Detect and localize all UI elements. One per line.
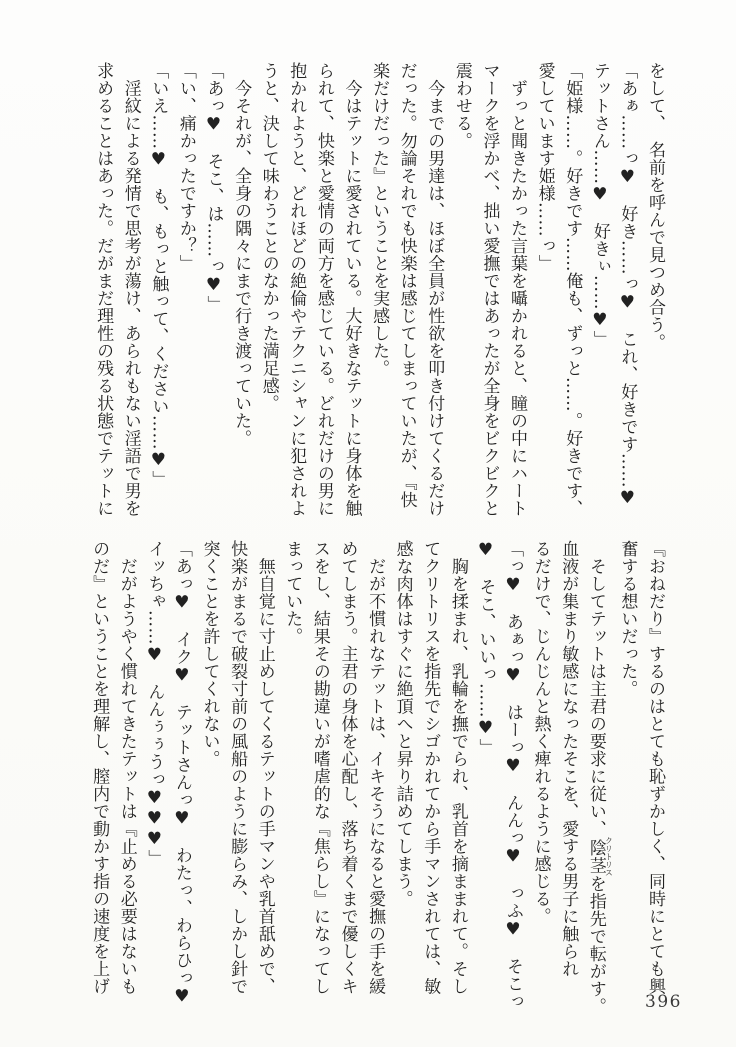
heart-glyph: ♥ bbox=[475, 540, 496, 561]
text-column: 奮する想いだった。 bbox=[617, 540, 638, 698]
furigana-ruby: 陰茎クリトリス bbox=[585, 836, 614, 877]
text-column: 今はテットに愛されている。大好きなテットに身体を触 bbox=[341, 62, 362, 517]
heart-glyph: ♥ bbox=[144, 829, 165, 850]
text-column: 抱かれようと、どれほどの絶倫やテクニシャンに犯されよ bbox=[286, 62, 307, 517]
heart-glyph: ♥ bbox=[589, 310, 610, 331]
page-number: 396 bbox=[645, 992, 682, 1012]
text-column: そしてテットは主君の要求に従い、陰茎クリトリスを指先で転がす。 bbox=[585, 540, 614, 1015]
heart-glyph: ♥ bbox=[503, 919, 524, 940]
text-column: まっていた。 bbox=[282, 540, 303, 645]
text-column: のだ』ということを理解し、膣内で動かす指の速度を上げ bbox=[89, 540, 110, 995]
text-column: 求めることはあった。だがまだ理性の残る状態でテットに bbox=[93, 62, 114, 517]
text-column: うと、決して味わうことのなかった満足感。 bbox=[258, 62, 279, 412]
heart-glyph: ♥ bbox=[144, 788, 165, 809]
heart-glyph: ♥ bbox=[617, 488, 638, 509]
text-column: 血液が集まり敏感になったそこを、愛する男子に触られ bbox=[558, 540, 579, 978]
text-column: だがようやく慣れてきたテットは『止める必要はないも bbox=[116, 540, 137, 995]
text-column: 今それが、全身の隅々にまで行き渡っていた。 bbox=[231, 62, 252, 447]
heart-glyph: ♥ bbox=[203, 275, 224, 296]
heart-glyph: ♥ bbox=[171, 665, 192, 686]
text-column: 「あぁ……っ♥ 好き……っ♥ これ、好きです……♥ bbox=[617, 62, 638, 509]
text-column: られて、快楽と愛情の両方を感じている。どれだけの男に bbox=[313, 62, 334, 517]
text-column: 胸を揉まれ、乳輪を撫でられ、乳首を摘ままれて。そし bbox=[447, 540, 468, 995]
text-column: めてしまう。主君の身体を心配し、落ち着くまで優しくキ bbox=[337, 540, 358, 995]
heart-glyph: ♥ bbox=[503, 756, 524, 777]
text-column: 感な肉体はすぐに絶頂へと昇り詰めてしまう。 bbox=[392, 540, 413, 908]
text-column: 「あっ♥ イク♥ テットさんっ♥ わたっ、わらひっ♥ bbox=[171, 540, 192, 1007]
heart-glyph: ♥ bbox=[148, 450, 169, 471]
text-column: ♥ そこ、いいっ……♥」 bbox=[475, 540, 496, 756]
text-column: 「いえ……♥ も、もっと触って、ください……♥」 bbox=[148, 62, 169, 488]
text-column: 突くことを許してくれない。 bbox=[199, 540, 220, 768]
text-column: てクリトリスを指先でシゴかれてから手マンされては、敏 bbox=[420, 540, 441, 995]
text-column: 今までの男達は、ほぼ全員が性欲を叩き付けてくるだけ bbox=[424, 62, 445, 517]
heart-glyph: ♥ bbox=[171, 808, 192, 829]
text-column: ずっと聞きたかった言葉を囁かれると、瞳の中にハート bbox=[507, 62, 528, 517]
heart-glyph: ♥ bbox=[144, 808, 165, 829]
heart-glyph: ♥ bbox=[148, 149, 169, 170]
heart-glyph: ♥ bbox=[617, 292, 638, 313]
text-column: 淫紋による発情で思考が蕩け、あられもない淫語で男を bbox=[120, 62, 141, 517]
text-column: 震わせる。 bbox=[451, 62, 472, 150]
heart-glyph: ♥ bbox=[589, 184, 610, 205]
top-text-block bbox=[88, 62, 668, 518]
text-column: 「姫様……。好きです……俺も、ずっと……。好きです、 bbox=[562, 62, 583, 517]
heart-glyph: ♥ bbox=[144, 645, 165, 666]
text-column: 『おねだり』するのはとても恥ずかしく、同時にとても興 bbox=[645, 540, 665, 995]
text-column: テットさん……♥ 好きぃ……♥」 bbox=[589, 62, 610, 348]
text-column: をして、 名前を呼んで見つめ合う。 bbox=[645, 62, 665, 351]
text-column: 快楽がまるで破裂寸前の風船のように膨らみ、しかし針で bbox=[227, 540, 248, 995]
text-column: スをし、結果その勘違いが嗜虐的な『焦らし』になってし bbox=[309, 540, 330, 995]
heart-glyph: ♥ bbox=[503, 846, 524, 867]
text-column: 無自覚に寸止めしてくるテットの手マンや乳首舐めで、 bbox=[254, 540, 275, 995]
heart-glyph: ♥ bbox=[617, 167, 638, 188]
text-column: 愛しています姫様……っ」 bbox=[534, 62, 555, 272]
heart-glyph: ♥ bbox=[503, 665, 524, 686]
heart-glyph: ♥ bbox=[475, 718, 496, 739]
text-column: だが不慣れなテットは、イキそうになると愛撫の手を緩 bbox=[365, 540, 386, 995]
text-column: 「っ♥ あぁっ♥ はーっ♥ んんっ♥ っふ♥ そこっ bbox=[503, 540, 524, 1010]
text-column: 「い、痛かったですか？」 bbox=[175, 62, 196, 272]
text-column: イッちゃ……♥ んんぅぅうっ♥♥♥」 bbox=[144, 540, 165, 867]
heart-glyph: ♥ bbox=[503, 575, 524, 596]
text-column: だった。勿論それでも快楽は感じてしまっていたが、『快 bbox=[396, 62, 417, 509]
text-column: 楽だけだった』ということを実感した。 bbox=[369, 62, 390, 377]
text-column: マークを浮かべ、拙い愛撫ではあったが全身をビクビクと bbox=[479, 62, 500, 517]
text-column: 「あっ♥ そこ、は……っ♥」 bbox=[203, 62, 224, 313]
heart-glyph: ♥ bbox=[203, 114, 224, 135]
text-column: るだけで、じんじんと熱く痺れるように感じる。 bbox=[530, 540, 551, 925]
heart-glyph: ♥ bbox=[171, 986, 192, 1007]
heart-glyph: ♥ bbox=[171, 592, 192, 613]
